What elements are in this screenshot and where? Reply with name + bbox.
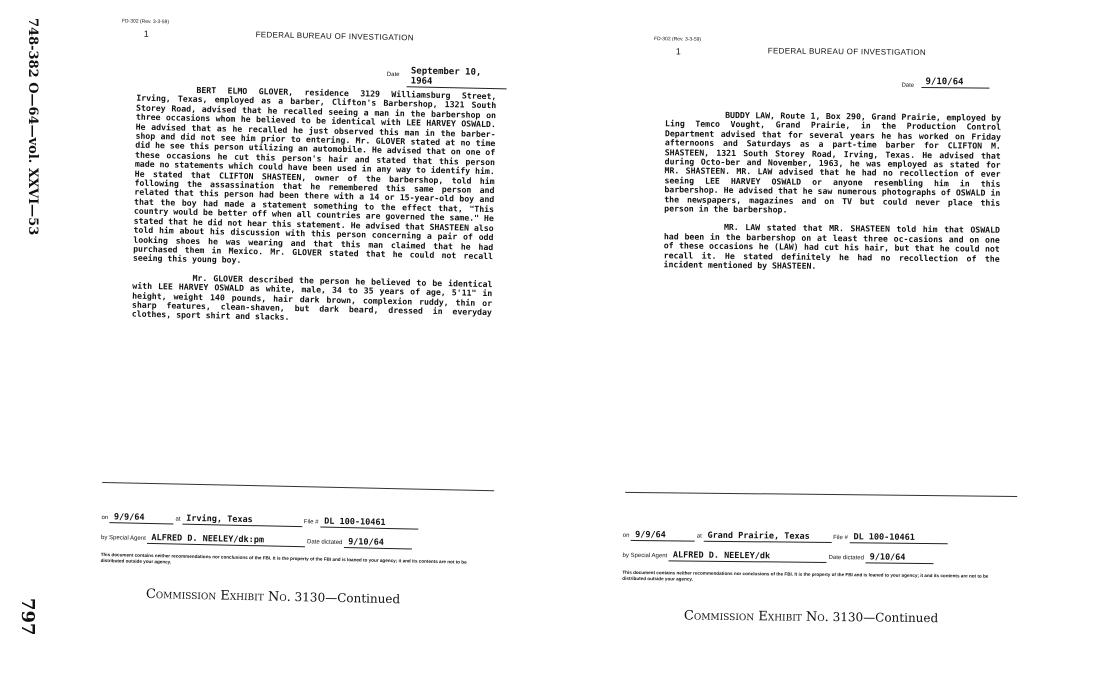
copy-number: 1: [143, 28, 149, 39]
divider-rule: [102, 482, 494, 491]
copy-number: 1: [675, 46, 681, 57]
exhibit-caption: [146, 587, 401, 607]
at-label: at: [696, 533, 702, 540]
body-paragraph-2: Mr. GLOVER described the person he believed to be identical with LEE HARVEY OSWALD as white, male, 34 to 35 years of age, 5'11" in height, weight 140 pounds, hair dark brown, complexion ruddy, thin or sharp features, clean-shaven, but dark beard, dressed in everyday clothes, sport shirt and slacks.: [131, 272, 493, 323]
divider-rule: [625, 492, 1017, 497]
agent-line: [622, 550, 933, 564]
agent-label: by Special Agent: [622, 552, 668, 560]
margin-print-code-text: 748-382 O—64—vol. XXVI—53: [25, 18, 40, 236]
file-number: DL 100-10461: [853, 532, 915, 543]
body-paragraph-1: BERT ELMO GLOVER, residence 3129 Williamsburg Street, Irving, Texas, employed as a barber, Clifton's Barbershop, 1321 South Storey Road, advised that he recalled seeing a man in the barbershop on three occasions whom he believed to be identical with LEE HARVEY OSWALD. He advised that as he recalled he just observed this man in the barber-shop and did not see him prior to entering. Mr. GLOVER stated at no time did he see this person utilizing an automobile. He advised that on one of these occasions he cut this person's hair and stated that this person made no statements which could have been used in any way to identify him. He stated that CLIFTON SHASTEEN, owner of the barbershop, told him following the assassination that he remembered this same person and related that this person had been there with a 14 or 15-year-old boy and that the boy had made a statement something to the effect that, "This country would be better off when all countries are governed the same." He stated that he did not hear this statement. He advised that SHASTEEN also told him about his discussion with this person concerning a pair of odd looking shoes he was wearing and that this man claimed that he had purchased them in Mexico. Mr. GLOVER stated that he could not recall seeing this young boy.: [132, 84, 497, 266]
dictated-label: Date dictated: [828, 555, 864, 562]
body-paragraph-2: MR. LAW stated that MR. SHASTEEN told him that OSWALD had been in the barbershop on at least three oc-casions and on one of these occasions he (LAW) had cut his hair, but that he could not recall it. He stated definitely he had no recollection of the incident mentioned by SHASTEEN.: [663, 222, 1001, 271]
form-number: FD-302 (Rev. 3-3-59): [653, 36, 702, 43]
interview-location: Grand Prairie, Texas: [707, 530, 810, 542]
left-fd302-document: [95, 16, 507, 624]
interview-date: 9/9/64: [113, 512, 145, 523]
exhibit-prefix: Commission Exhibit No.: [145, 586, 291, 605]
agent-name: ALFRED D. NEELEY/dk:pm: [151, 533, 265, 546]
right-fd302-document: [622, 34, 1040, 638]
interview-date: 9/9/64: [635, 529, 666, 541]
on-label: on: [101, 514, 109, 522]
at-label: at: [175, 516, 181, 523]
dictated-date: 9/10/64: [348, 537, 385, 548]
agency-heading: FEDERAL BUREAU OF INVESTIGATION: [255, 30, 414, 43]
page-number: [14, 598, 38, 638]
margin-print-code: [18, 18, 42, 268]
agent-label: by Special Agent: [101, 534, 146, 542]
interview-location: Irving, Texas: [186, 513, 253, 526]
document-body: [663, 110, 1001, 282]
on-label: on: [622, 532, 630, 539]
document-body: [131, 85, 496, 336]
body-paragraph-1: BUDDY LAW, Route 1, Box 290, Grand Prairie, employed by Ling Temco Vought, Grand Prairie, in the Production Control Department advised that for several years he has worked on Friday afternoons and Saturdays as a part-time barber for CLIFTON M. SHASTEEN, 1321 South Storey Road, Irving, Texas. He advised that during Octo-ber and November, 1963, he was employed as stated for MR. SHASTEEN. MR. LAW advised that he had no recollection of ever seeing LEE HARVEY OSWALD or anyone resembling him in this barbershop. He advised that he saw numerous photographs of OSWALD in the newspapers, magazines and on TV but could never place this person in the barbershop.: [664, 109, 1002, 215]
exhibit-caption: [684, 608, 938, 626]
form-number: FD-302 (Rev. 3-3-59): [121, 18, 170, 26]
exhibit-number: 3130—Continued: [832, 610, 939, 626]
file-label: File #: [833, 535, 848, 542]
document-date: September 10, 1964: [407, 66, 507, 89]
agency-heading: FEDERAL BUREAU OF INVESTIGATION: [767, 46, 927, 57]
file-label: File #: [303, 519, 319, 526]
date-label: Date: [901, 82, 915, 89]
disclaimer: This document contains neither recommendations nor conclusions of the FBI. It is the property of the FBI and is loaned to your agency; it and its contents are not to be distributed outside your agency.: [100, 551, 467, 565]
disclaimer: This document contains neither recommendations nor conclusions of the FBI. It is the property of the FBI and is loaned to your agency; it and its contents are not to be distributed outside your agency.: [622, 569, 989, 582]
interview-line: [623, 530, 948, 544]
dictated-date: 9/10/64: [869, 552, 906, 563]
interview-line: [101, 512, 418, 530]
exhibit-number: 3130—Continued: [294, 590, 401, 607]
file-number: DL 100-10461: [324, 516, 386, 528]
date-label: Date: [386, 71, 400, 79]
dictated-label: Date dictated: [307, 539, 343, 547]
exhibit-prefix: Commission Exhibit No.: [683, 608, 829, 626]
agent-line: [101, 532, 412, 550]
document-date: 9/10/64: [921, 77, 989, 89]
page-number-text: 797: [17, 598, 38, 636]
agent-name: ALFRED D. NEELEY/dk: [672, 550, 771, 562]
